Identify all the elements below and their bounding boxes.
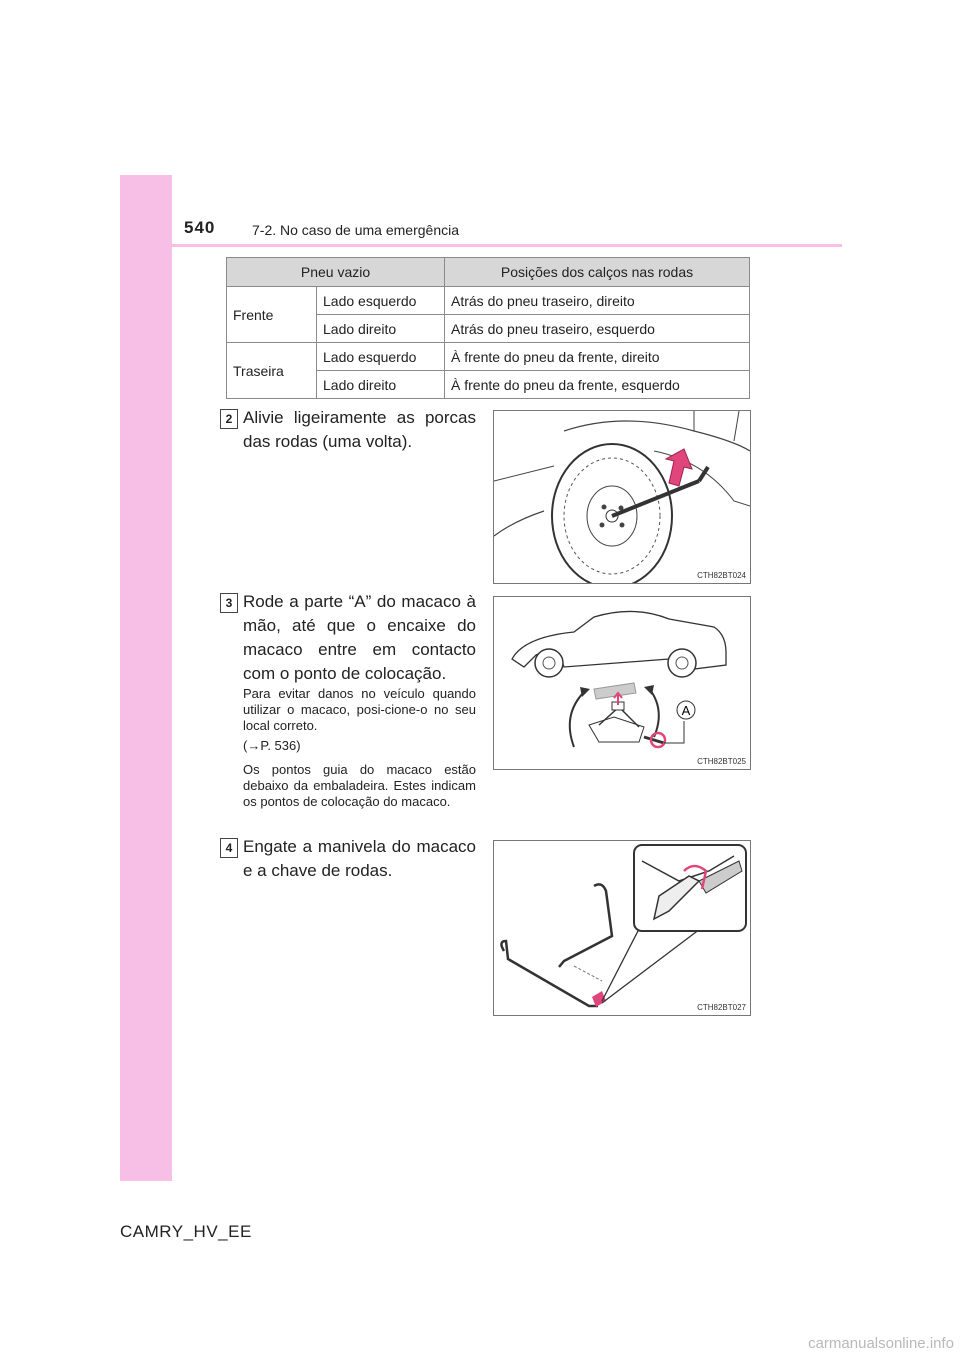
wheel-chock-table (226, 257, 750, 399)
column-header-flat-tire: Pneu vazio (227, 258, 445, 287)
group-cell: Traseira (227, 343, 317, 399)
model-code: CAMRY_HV_EE (120, 1222, 252, 1241)
step-text: Rode a parte “A” do macaco à mão, até que o encaixe do macaco entre em contacto com o ponto de colocação. (243, 592, 476, 683)
column-header-chock-position: Posições dos calços nas rodas (445, 258, 750, 287)
note-reference: (→P. 536) (243, 738, 301, 753)
position-cell: Atrás do pneu traseiro, direito (445, 287, 750, 315)
figure-attach-handle (493, 840, 751, 1016)
wheel-wrench-illustration (494, 411, 750, 583)
position-cell: À frente do pneu da frente, esquerdo (445, 371, 750, 399)
step-text: Engate a manivela do macaco e a chave de rodas. (243, 837, 476, 880)
step-text: Alivie ligeiramente as porcas das rodas (uma volta). (243, 408, 476, 451)
jack-handle-illustration (494, 841, 750, 1015)
side-cell: Lado esquerdo (317, 287, 445, 315)
group-cell: Frente (227, 287, 317, 343)
figure-code: CTH82BT025 (697, 757, 746, 766)
position-cell: Atrás do pneu traseiro, esquerdo (445, 315, 750, 343)
figure-jack-position (493, 596, 751, 770)
table-header-row (227, 258, 750, 287)
figure-loosen-wheel-nuts (493, 410, 751, 584)
note-text: Os pontos guia do macaco estão debaixo da embaladeira. Estes indicam os pontos de colocação do macaco. (243, 762, 476, 809)
part-label-a: A (681, 703, 691, 718)
step-number-badge: 4 (220, 838, 238, 858)
figure-code: CTH82BT024 (697, 571, 746, 580)
side-cell: Lado direito (317, 315, 445, 343)
header-rule (120, 244, 842, 247)
step-number-badge: 3 (220, 593, 238, 613)
chapter-sidebar (120, 175, 172, 1181)
car-jack-illustration (494, 597, 750, 769)
table-row (227, 343, 750, 371)
table-row (227, 287, 750, 315)
position-cell: À frente do pneu da frente, direito (445, 343, 750, 371)
step-number-badge: 2 (220, 409, 238, 429)
section-title: 7-2. No caso de uma emergência (252, 222, 459, 238)
figure-code: CTH82BT027 (697, 1003, 746, 1012)
side-cell: Lado esquerdo (317, 343, 445, 371)
watermark: carmanualsonline.info (808, 1335, 954, 1352)
side-cell: Lado direito (317, 371, 445, 399)
page-number: 540 (184, 218, 216, 237)
note-text: Para evitar danos no veículo quando utilizar o macaco, posi-cione-o no seu local correto. (243, 686, 476, 733)
